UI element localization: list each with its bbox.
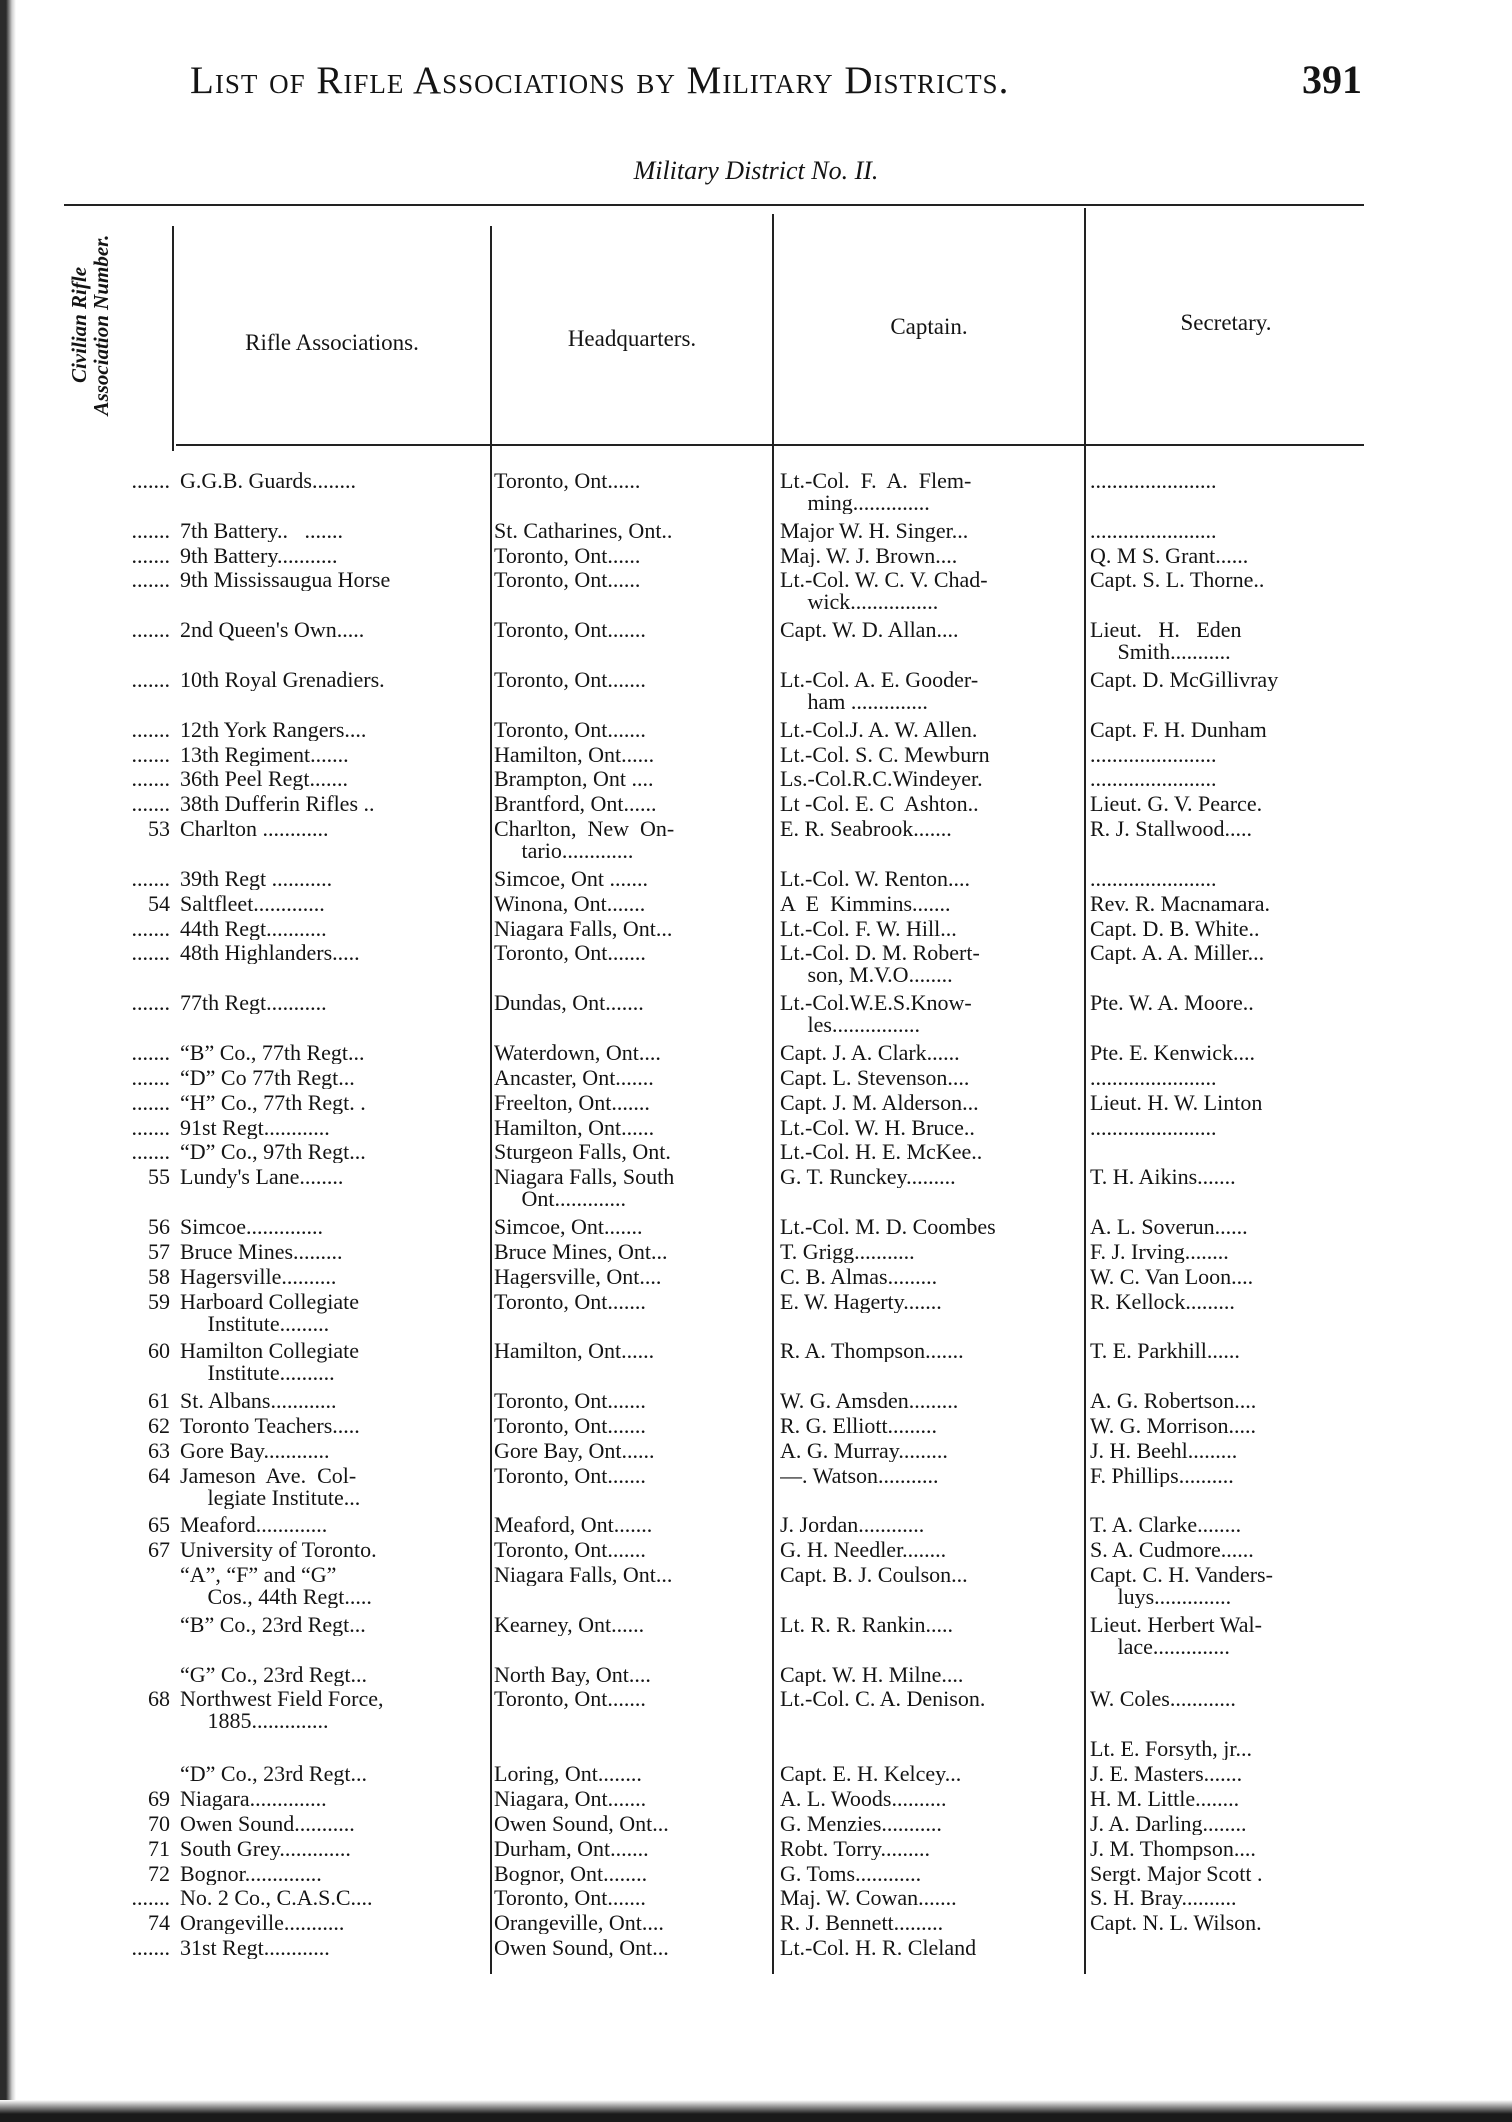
association-number-cell: ....... [131, 1937, 170, 1959]
headquarters-cell: Owen Sound, Ont... [494, 1937, 669, 1959]
association-number-cell: 68 [148, 1688, 170, 1710]
headquarters-cell: Toronto, Ont....... [494, 1465, 646, 1487]
secretary-cell: Capt. D. B. White.. [1090, 918, 1260, 940]
headquarters-cell: Toronto, Ont...... [494, 470, 641, 492]
secretary-cell: J. E. Masters....... [1090, 1763, 1243, 1785]
association-name-cell: 7th Battery.. ....... [180, 520, 343, 542]
association-name-cell: 12th York Rangers.... [180, 719, 367, 741]
association-name-cell: Hagersville.......... [180, 1266, 337, 1288]
secretary-cell: Capt. S. L. Thorne.. [1090, 569, 1265, 591]
secretary-cell: ....................... [1090, 1067, 1217, 1089]
association-number-cell: 57 [148, 1241, 170, 1263]
association-number-cell: ....... [131, 1042, 170, 1064]
headquarters-cell: Toronto, Ont....... [494, 1688, 646, 1710]
captain-cell: Capt. J. M. Alderson... [780, 1092, 979, 1114]
association-number-cell: 56 [148, 1216, 170, 1238]
captain-cell: Lt.-Col.J. A. W. Allen. [780, 719, 978, 741]
captain-cell: Capt. J. A. Clark...... [780, 1042, 960, 1064]
headquarters-cell: Brampton, Ont .... [494, 768, 654, 790]
captain-cell: W. G. Amsden......... [780, 1390, 959, 1412]
association-name-cell: 9th Battery........... [180, 545, 338, 567]
secretary-cell: J. A. Darling........ [1090, 1813, 1247, 1835]
captain-cell: Lt.-Col. H. R. Cleland [780, 1937, 977, 1959]
secretary-cell: A. G. Robertson.... [1090, 1390, 1257, 1412]
headquarters-cell: Kearney, Ont...... [494, 1614, 645, 1636]
association-name-cell: Bognor.............. [180, 1863, 322, 1885]
association-name-cell: St. Albans............ [180, 1390, 337, 1412]
column-divider [172, 226, 174, 451]
captain-cell: Lt.-Col. W. H. Bruce.. [780, 1117, 975, 1139]
association-name-cell: G.G.B. Guards........ [180, 470, 356, 492]
association-name-cell: Hamilton Collegiate Institute.......... [180, 1340, 360, 1384]
column-divider [490, 226, 492, 1974]
association-name-cell: Owen Sound........... [180, 1813, 355, 1835]
secretary-cell: T. E. Parkhill...... [1090, 1340, 1240, 1362]
association-name-cell: “B” Co., 23rd Regt... [180, 1614, 366, 1636]
association-name-cell: “H” Co., 77th Regt. . [180, 1092, 366, 1114]
association-name-cell: Bruce Mines......... [180, 1241, 343, 1263]
captain-cell: —. Watson........... [780, 1465, 939, 1487]
headquarters-cell: Bognor, Ont........ [494, 1863, 648, 1885]
secretary-cell: Capt. N. L. Wilson. [1090, 1912, 1262, 1934]
headquarters-cell: St. Catharines, Ont.. [494, 520, 673, 542]
association-name-cell: “D” Co 77th Regt... [180, 1067, 355, 1089]
association-name-cell: 38th Dufferin Rifles .. [180, 793, 375, 815]
captain-cell: Lt.-Col. H. E. McKee.. [780, 1141, 983, 1163]
association-name-cell: 31st Regt............ [180, 1937, 330, 1959]
secretary-cell: Rev. R. Macnamara. [1090, 893, 1271, 915]
association-number-cell: 61 [148, 1390, 170, 1412]
association-name-cell: Simcoe.............. [180, 1216, 323, 1238]
secretary-cell: Lt. E. Forsyth, jr... [1090, 1738, 1252, 1760]
header-bottom-rule [176, 444, 1364, 446]
secretary-cell: Lieut. H. W. Linton [1090, 1092, 1263, 1114]
association-name-cell: “D” Co., 97th Regt... [180, 1141, 366, 1163]
association-number-cell: ....... [131, 520, 170, 542]
association-number-cell: ....... [131, 918, 170, 940]
captain-cell: C. B. Almas......... [780, 1266, 938, 1288]
association-number-cell: 55 [148, 1166, 170, 1188]
association-number-cell: 58 [148, 1266, 170, 1288]
association-number-cell: 59 [148, 1291, 170, 1313]
captain-cell: Lt -Col. E. C Ashton.. [780, 793, 979, 815]
headquarters-cell: Toronto, Ont....... [494, 1539, 646, 1561]
captain-cell: E. W. Hagerty....... [780, 1291, 942, 1313]
secretary-cell: F. J. Irving........ [1090, 1241, 1229, 1263]
secretary-cell: ....................... [1090, 520, 1217, 542]
captain-cell: G. T. Runckey......... [780, 1166, 956, 1188]
association-name-cell: 13th Regiment....... [180, 744, 349, 766]
association-name-cell: 48th Highlanders..... [180, 942, 360, 964]
captain-cell: R. J. Bennett......... [780, 1912, 944, 1934]
association-number-cell: ....... [131, 569, 170, 591]
secretary-cell: Lieut. Herbert Wal- lace.............. [1090, 1614, 1262, 1658]
page-left-edge [0, 0, 16, 2122]
association-name-cell: 10th Royal Grenadiers. [180, 669, 385, 691]
headquarters-cell: Sturgeon Falls, Ont. [494, 1141, 671, 1163]
page-bottom-edge [0, 2100, 1512, 2122]
association-number-cell: 72 [148, 1863, 170, 1885]
association-name-cell: Gore Bay............ [180, 1440, 330, 1462]
captain-cell: Capt. B. J. Coulson... [780, 1564, 968, 1586]
captain-cell: G. Toms............ [780, 1863, 922, 1885]
headquarters-cell: Charlton, New On- tario............. [494, 818, 675, 862]
captain-cell: Lt.-Col. C. A. Denison. [780, 1688, 986, 1710]
headquarters-cell: Loring, Ont........ [494, 1763, 642, 1785]
association-number-cell: ....... [131, 619, 170, 641]
association-number-cell: ....... [131, 1067, 170, 1089]
header-headquarters: Headquarters. [567, 326, 697, 351]
headquarters-cell: Owen Sound, Ont... [494, 1813, 669, 1835]
captain-cell: Lt.-Col. W. Renton.... [780, 868, 971, 890]
headquarters-cell: Toronto, Ont...... [494, 569, 641, 591]
headquarters-cell: Toronto, Ont...... [494, 545, 641, 567]
headquarters-cell: Hagersville, Ont.... [494, 1266, 662, 1288]
headquarters-cell: Toronto, Ont....... [494, 619, 646, 641]
header-rifle-associations: Rifle Associations. [245, 330, 419, 355]
association-name-cell: 44th Regt........... [180, 918, 327, 940]
association-number-cell: ....... [131, 719, 170, 741]
secretary-cell: T. A. Clarke........ [1090, 1514, 1242, 1536]
association-name-cell: University of Toronto. [180, 1539, 377, 1561]
association-name-cell: “D” Co., 23rd Regt... [180, 1763, 367, 1785]
captain-cell: Lt.-Col.W.E.S.Know- les................ [780, 992, 972, 1036]
captain-cell: A. L. Woods.......... [780, 1788, 947, 1810]
association-name-cell: Orangeville........... [180, 1912, 345, 1934]
association-name-cell: Toronto Teachers..... [180, 1415, 360, 1437]
secretary-cell: Sergt. Major Scott . [1090, 1863, 1263, 1885]
headquarters-cell: Waterdown, Ont.... [494, 1042, 661, 1064]
captain-cell: Lt.-Col. A. E. Gooder- ham .............. [780, 669, 979, 713]
secretary-cell: Capt. F. H. Dunham [1090, 719, 1267, 741]
association-number-cell: ....... [131, 1117, 170, 1139]
association-number-cell: 70 [148, 1813, 170, 1835]
header-captain: Captain. [890, 314, 968, 339]
secretary-cell: ....................... [1090, 768, 1217, 790]
captain-cell: Capt. W. H. Milne.... [780, 1664, 964, 1686]
association-name-cell: 36th Peel Regt....... [180, 768, 349, 790]
secretary-cell: J. H. Beehl......... [1090, 1440, 1238, 1462]
captain-cell: Capt. E. H. Kelcey... [780, 1763, 962, 1785]
secretary-cell: F. Phillips.......... [1090, 1465, 1234, 1487]
secretary-cell: ....................... [1090, 868, 1217, 890]
association-number-cell: ....... [131, 768, 170, 790]
association-number-cell: ....... [131, 942, 170, 964]
association-number-cell: 74 [148, 1912, 170, 1934]
headquarters-cell: Toronto, Ont....... [494, 1291, 646, 1313]
headquarters-cell: Brantford, Ont...... [494, 793, 657, 815]
headquarters-cell: Ancaster, Ont....... [494, 1067, 654, 1089]
headquarters-cell: Simcoe, Ont ....... [494, 868, 648, 890]
captain-cell: Lt.-Col. S. C. Mewburn [780, 744, 990, 766]
association-number-cell: ....... [131, 1141, 170, 1163]
headquarters-cell: Niagara Falls, Ont... [494, 918, 673, 940]
captain-cell: T. Grigg........... [780, 1241, 915, 1263]
captain-cell: Lt.-Col. M. D. Coombes [780, 1216, 996, 1238]
captain-cell: Maj. W. J. Brown.... [780, 545, 958, 567]
headquarters-cell: Niagara, Ont....... [494, 1788, 647, 1810]
association-name-cell: Northwest Field Force, 1885.............. [180, 1688, 384, 1732]
header-association-number: Civilian Rifle Association Number. [67, 234, 113, 416]
captain-cell: Lt.-Col. W. C. V. Chad- wick................ [780, 569, 988, 613]
association-number-cell: 62 [148, 1415, 170, 1437]
association-name-cell: “G” Co., 23rd Regt... [180, 1664, 367, 1686]
captain-cell: Maj. W. Cowan....... [780, 1887, 957, 1909]
captain-cell: Capt. L. Stevenson.... [780, 1067, 970, 1089]
secretary-cell: W. C. Van Loon.... [1090, 1266, 1254, 1288]
captain-cell: R. G. Elliott......... [780, 1415, 938, 1437]
secretary-cell: S. A. Cudmore...... [1090, 1539, 1254, 1561]
headquarters-cell: Hamilton, Ont...... [494, 744, 655, 766]
captain-cell: J. Jordan............ [780, 1514, 925, 1536]
association-number-cell: 71 [148, 1838, 170, 1860]
association-name-cell: South Grey............. [180, 1838, 351, 1860]
secretary-cell: Lieut. G. V. Pearce. [1090, 793, 1263, 815]
secretary-cell: Q. M S. Grant...... [1090, 545, 1249, 567]
headquarters-cell: Toronto, Ont....... [494, 1887, 646, 1909]
captain-cell: Major W. H. Singer... [780, 520, 969, 542]
secretary-cell: ....................... [1090, 744, 1217, 766]
headquarters-cell: Toronto, Ont....... [494, 942, 646, 964]
association-number-cell: ....... [131, 868, 170, 890]
headquarters-cell: Meaford, Ont....... [494, 1514, 653, 1536]
association-name-cell: 91st Regt............ [180, 1117, 330, 1139]
secretary-cell: T. H. Aikins....... [1090, 1166, 1236, 1188]
association-number-cell: 63 [148, 1440, 170, 1462]
association-name-cell: Saltfleet............. [180, 893, 325, 915]
association-number-cell: ....... [131, 470, 170, 492]
association-number-cell: ....... [131, 669, 170, 691]
association-name-cell: 9th Mississaugua Horse [180, 569, 391, 591]
secretary-cell: R. Kellock......... [1090, 1291, 1235, 1313]
headquarters-cell: Niagara Falls, Ont... [494, 1564, 673, 1586]
column-divider [1084, 208, 1086, 1974]
captain-cell: G. Menzies........... [780, 1813, 942, 1835]
association-number-cell: ....... [131, 1887, 170, 1909]
association-name-cell: 39th Regt ........... [180, 868, 333, 890]
captain-cell: A. G. Murray......... [780, 1440, 948, 1462]
secretary-cell: S. H. Bray.......... [1090, 1887, 1237, 1909]
secretary-cell: Lieut. H. Eden Smith........... [1090, 619, 1242, 663]
association-name-cell: “B” Co., 77th Regt... [180, 1042, 365, 1064]
headquarters-cell: Freelton, Ont....... [494, 1092, 650, 1114]
association-number-cell: 65 [148, 1514, 170, 1536]
captain-cell: G. H. Needler........ [780, 1539, 947, 1561]
secretary-cell: Capt. D. McGillivray [1090, 669, 1279, 691]
association-name-cell: Niagara.............. [180, 1788, 327, 1810]
headquarters-cell: Toronto, Ont....... [494, 719, 646, 741]
captain-cell: R. A. Thompson....... [780, 1340, 964, 1362]
association-number-cell: ....... [131, 793, 170, 815]
captain-cell: Capt. W. D. Allan.... [780, 619, 959, 641]
secretary-cell: A. L. Soverun...... [1090, 1216, 1248, 1238]
headquarters-cell: Hamilton, Ont...... [494, 1117, 655, 1139]
headquarters-cell: Toronto, Ont....... [494, 669, 646, 691]
captain-cell: Lt.-Col. F. W. Hill... [780, 918, 957, 940]
secretary-cell: H. M. Little........ [1090, 1788, 1240, 1810]
association-number-cell: 53 [148, 818, 170, 840]
association-name-cell: No. 2 Co., C.A.S.C.... [180, 1887, 373, 1909]
association-number-cell: ....... [131, 545, 170, 567]
association-number-cell: 69 [148, 1788, 170, 1810]
association-number-cell: 67 [148, 1539, 170, 1561]
table-top-rule [64, 204, 1364, 206]
secretary-cell: ....................... [1090, 470, 1217, 492]
captain-cell: A E Kimmins....... [780, 893, 951, 915]
secretary-cell: ....................... [1090, 1117, 1217, 1139]
association-number-cell: ....... [131, 1092, 170, 1114]
secretary-cell: Capt. A. A. Miller... [1090, 942, 1265, 964]
association-name-cell: Meaford............. [180, 1514, 328, 1536]
column-divider [772, 214, 774, 1974]
association-name-cell: Jameson Ave. Col- legiate Institute... [180, 1465, 361, 1509]
headquarters-cell: Toronto, Ont....... [494, 1390, 646, 1412]
association-number-cell: ....... [131, 744, 170, 766]
association-number-cell: ....... [131, 992, 170, 1014]
association-name-cell: “A”, “F” and “G” Cos., 44th Regt..... [180, 1564, 372, 1608]
captain-cell: E. R. Seabrook....... [780, 818, 952, 840]
secretary-cell: J. M. Thompson.... [1090, 1838, 1256, 1860]
association-name-cell: Harboard Collegiate Institute......... [180, 1291, 359, 1335]
captain-cell: Lt. R. R. Rankin..... [780, 1614, 953, 1636]
secretary-cell: Capt. C. H. Vanders- luys.............. [1090, 1564, 1273, 1608]
secretary-cell: R. J. Stallwood..... [1090, 818, 1252, 840]
header-secretary: Secretary. [1180, 310, 1272, 335]
association-name-cell: 2nd Queen's Own..... [180, 619, 365, 641]
district-subtitle: Military District No. II. [633, 156, 879, 185]
association-number-cell: 60 [148, 1340, 170, 1362]
page-title: List of Rifle Associations by Military Districts. [190, 59, 1010, 102]
secretary-cell: W. G. Morrison..... [1090, 1415, 1257, 1437]
headquarters-cell: Durham, Ont....... [494, 1838, 649, 1860]
secretary-cell: Pte. E. Kenwick.... [1090, 1042, 1255, 1064]
association-name-cell: Charlton ............ [180, 818, 329, 840]
page-number: 391 [1302, 57, 1362, 102]
headquarters-cell: Gore Bay, Ont...... [494, 1440, 655, 1462]
association-name-cell: 77th Regt........... [180, 992, 327, 1014]
headquarters-cell: Winona, Ont....... [494, 893, 646, 915]
headquarters-cell: Toronto, Ont....... [494, 1415, 646, 1437]
captain-cell: Lt.-Col. D. M. Robert- son, M.V.O........ [780, 942, 980, 986]
headquarters-cell: Simcoe, Ont....... [494, 1216, 643, 1238]
association-number-cell: 54 [148, 893, 170, 915]
headquarters-cell: Hamilton, Ont...... [494, 1340, 655, 1362]
association-name-cell: Lundy's Lane........ [180, 1166, 344, 1188]
captain-cell: Ls.-Col.R.C.Windeyer. [780, 768, 983, 790]
secretary-cell: Pte. W. A. Moore.. [1090, 992, 1254, 1014]
headquarters-cell: Orangeville, Ont.... [494, 1912, 664, 1934]
captain-cell: Robt. Torry......... [780, 1838, 931, 1860]
captain-cell: Lt.-Col. F. A. Flem- ming.............. [780, 470, 972, 514]
headquarters-cell: Dundas, Ont....... [494, 992, 644, 1014]
association-number-cell: 64 [148, 1465, 170, 1487]
headquarters-cell: Niagara Falls, South Ont............. [494, 1166, 675, 1210]
headquarters-cell: North Bay, Ont.... [494, 1664, 651, 1686]
secretary-cell: W. Coles............ [1090, 1688, 1236, 1710]
headquarters-cell: Bruce Mines, Ont... [494, 1241, 668, 1263]
